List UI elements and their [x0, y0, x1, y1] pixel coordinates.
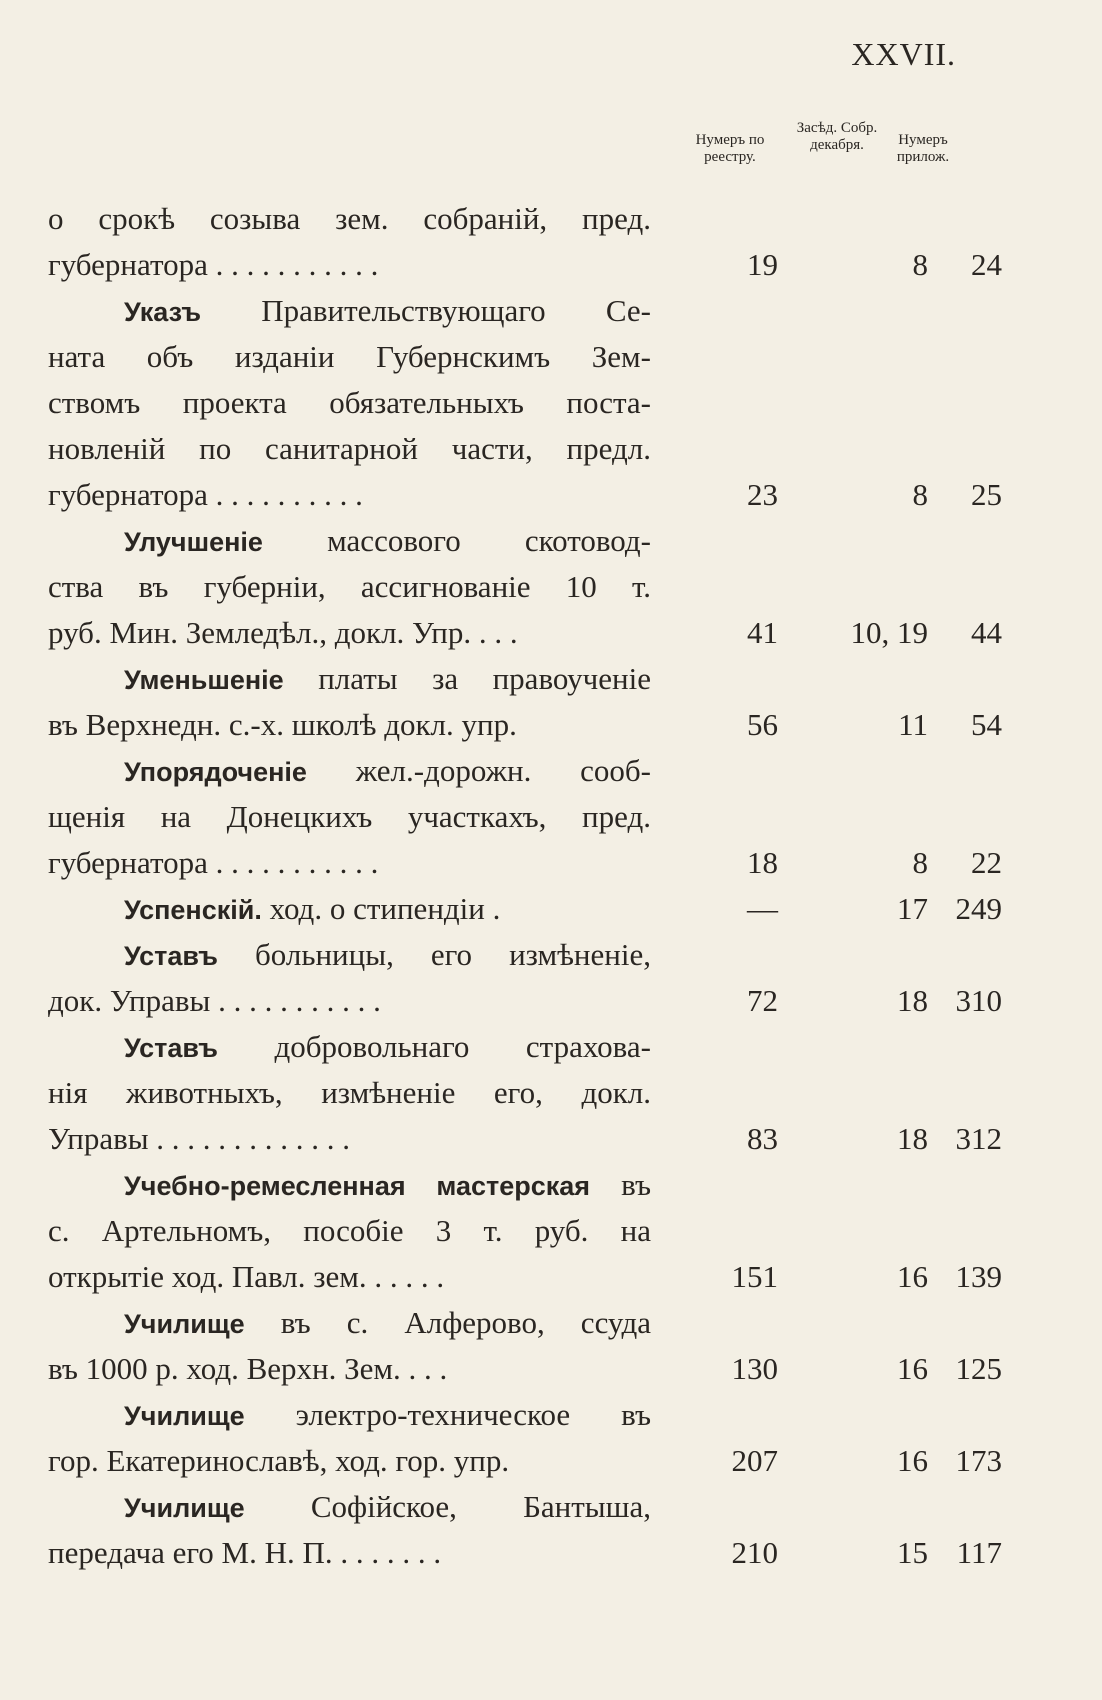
entry-body: руб. Мин. Земледѣл., докл. Упр. . . .: [48, 615, 518, 650]
entry-line: [48, 656, 968, 702]
entry-text: [48, 1208, 651, 1254]
entry-line: [48, 288, 968, 334]
entry-heading: Училище: [124, 1493, 245, 1523]
entry-body: въ Верхнедн. с.-х. школѣ докл. упр.: [48, 707, 517, 742]
session-number: 10, 19: [850, 615, 928, 650]
entry-text: [124, 886, 651, 933]
entry-body: массового скотовод-: [327, 523, 651, 558]
entry-text: [48, 242, 651, 288]
entry-line: [48, 840, 1002, 886]
entry-body: нія животныхъ, измѣненіе его, докл.: [48, 1075, 651, 1110]
index-entry: [48, 1162, 1002, 1300]
entry-text: [48, 1116, 651, 1162]
entry-line: [48, 1438, 1002, 1484]
entry-line: [48, 196, 968, 242]
entry-text: [48, 564, 651, 610]
entry-line: [48, 610, 1002, 656]
entry-body: электро-техническое въ: [295, 1397, 651, 1432]
entry-line: [48, 748, 968, 794]
entry-heading: Упорядоченіе: [124, 757, 307, 787]
index-entry: [48, 1484, 1002, 1576]
appendix-number: 173: [955, 1443, 1002, 1478]
entry-body: платы за правоученіе: [318, 661, 651, 696]
registry-column-header: Нумеръ по реестру.: [695, 132, 765, 165]
entry-text: [48, 472, 651, 518]
entry-body: док. Управы . . . . . . . . . . .: [48, 983, 381, 1018]
entry-body: новленій по санитарной части, предл.: [48, 431, 651, 466]
entry-body: Управы . . . . . . . . . . . . .: [48, 1121, 351, 1156]
appendix-number: 54: [971, 707, 1002, 742]
entry-line: [48, 1162, 968, 1208]
entry-text: [48, 334, 651, 380]
entry-heading: Училище: [124, 1401, 245, 1431]
session-number: 8: [912, 845, 928, 880]
appendix-number: 117: [956, 1535, 1002, 1570]
entry-text: [124, 748, 651, 795]
session-number: 15: [897, 1535, 928, 1570]
registry-number: 83: [747, 1121, 778, 1156]
entry-text: [124, 1300, 651, 1347]
appendix-number: 125: [955, 1351, 1002, 1386]
registry-number: 207: [731, 1443, 778, 1478]
entry-text: [124, 932, 651, 979]
entry-body: щенія на Донецкихъ участкахъ, пред.: [48, 799, 651, 834]
index-entry: [48, 886, 1002, 932]
index-entry: [48, 932, 1002, 1024]
entry-body: больницы, его измѣненіе,: [255, 937, 651, 972]
entry-text: [124, 1024, 651, 1071]
entry-line: [48, 518, 968, 564]
entry-body: ход. о стипендіи .: [269, 891, 501, 926]
entry-body: въ с. Алферово, ссуда: [280, 1305, 651, 1340]
entry-body: въ: [621, 1167, 651, 1202]
column-headers: [0, 120, 1102, 180]
index-entry: [48, 196, 1002, 288]
entry-body: Софійское, Бантыша,: [310, 1489, 651, 1524]
index-entries: [48, 196, 1002, 1576]
entry-body: гор. Екатеринославѣ, ход. гор. упр.: [48, 1443, 510, 1478]
registry-number: 18: [747, 845, 778, 880]
entry-line: [48, 1484, 968, 1530]
entry-line: [48, 794, 968, 840]
entry-heading: Училище: [124, 1309, 245, 1339]
entry-body: ства въ губерніи, ассигнованіе 10 т.: [48, 569, 651, 604]
entry-heading: Уставъ: [124, 1033, 218, 1063]
entry-text: [124, 1392, 651, 1439]
session-number: 17: [897, 891, 928, 926]
appendix-number: 25: [971, 477, 1002, 512]
entry-text: [124, 1484, 651, 1531]
index-entry: [48, 1392, 1002, 1484]
page-number: XXVII.: [851, 36, 956, 72]
entry-text: [48, 978, 651, 1024]
entry-line: [48, 702, 1002, 748]
entry-line: [48, 334, 968, 380]
entry-line: [48, 1024, 968, 1070]
appendix-number: 22: [971, 845, 1002, 880]
entry-line: [48, 1254, 1002, 1300]
session-number: 11: [898, 707, 928, 742]
session-column-header: Засѣд. Собр. декабря.: [796, 120, 878, 153]
registry-number: —: [747, 891, 778, 926]
index-entry: [48, 288, 1002, 518]
entry-heading: Уставъ: [124, 941, 218, 971]
appendix-number: 24: [971, 247, 1002, 282]
entry-text: [48, 1530, 651, 1576]
entry-body: добровольнаго страхова-: [274, 1029, 651, 1064]
index-entry: [48, 518, 1002, 656]
entry-body: въ 1000 р. ход. Верхн. Зем. . . .: [48, 1351, 448, 1386]
entry-text: [48, 794, 651, 840]
entry-text: [48, 380, 651, 426]
entry-heading: Учебно-ремесленная мастерская: [124, 1171, 591, 1201]
entry-body: ствомъ проекта обязательныхъ поста-: [48, 385, 651, 420]
entry-text: [124, 656, 651, 703]
entry-text: [48, 426, 651, 472]
entry-text: [48, 702, 651, 748]
entry-text: [48, 1346, 651, 1392]
entry-line: [48, 1300, 968, 1346]
session-number: 16: [897, 1443, 928, 1478]
entry-text: [48, 1438, 651, 1484]
index-entry: [48, 1300, 1002, 1392]
entry-text: [124, 1162, 651, 1209]
entry-body: о срокѣ созыва зем. собраній, пред.: [48, 201, 651, 236]
entry-line: [48, 242, 1002, 288]
entry-body: с. Артельномъ, пособіе 3 т. руб. на: [48, 1213, 651, 1248]
entry-text: [48, 840, 651, 886]
registry-number: 72: [747, 983, 778, 1018]
appendix-number: 310: [955, 983, 1002, 1018]
entry-text: [124, 288, 651, 335]
appendix-number: 44: [971, 615, 1002, 650]
session-number: 16: [897, 1259, 928, 1294]
entry-line: [48, 932, 968, 978]
entry-line: [48, 1392, 968, 1438]
entry-line: [48, 472, 1002, 518]
entry-heading: Уменьшеніе: [124, 665, 284, 695]
registry-number: 19: [747, 247, 778, 282]
entry-body: губернатора . . . . . . . . . . .: [48, 247, 379, 282]
entry-line: [48, 1346, 1002, 1392]
entry-heading: Указъ: [124, 297, 202, 327]
session-number: 16: [897, 1351, 928, 1386]
entry-body: жел.-дорожн. сооб-: [355, 753, 651, 788]
registry-number: 41: [747, 615, 778, 650]
session-number: 18: [897, 1121, 928, 1156]
session-number: 18: [897, 983, 928, 1018]
appendix-number: 249: [955, 891, 1002, 926]
entry-line: [48, 886, 1002, 932]
index-entry: [48, 748, 1002, 886]
entry-text: [124, 518, 651, 565]
entry-body: губернатора . . . . . . . . . . .: [48, 845, 379, 880]
entry-line: [48, 1070, 968, 1116]
entry-line: [48, 978, 1002, 1024]
session-number: 8: [912, 477, 928, 512]
appendix-number: 139: [955, 1259, 1002, 1294]
entry-line: [48, 426, 968, 472]
entry-line: [48, 1530, 1002, 1576]
index-entry: [48, 1024, 1002, 1162]
entry-text: [48, 1254, 651, 1300]
entry-line: [48, 564, 968, 610]
appendix-number: 312: [955, 1121, 1002, 1156]
entry-heading: Улучшеніе: [124, 527, 263, 557]
entry-body: губернатора . . . . . . . . . .: [48, 477, 363, 512]
index-entry: [48, 656, 1002, 748]
entry-text: [48, 1070, 651, 1116]
entry-line: [48, 1208, 968, 1254]
entry-body: передача его М. Н. П. . . . . . . .: [48, 1535, 442, 1570]
entry-line: [48, 380, 968, 426]
session-number: 8: [912, 247, 928, 282]
entry-text: [48, 196, 651, 242]
entry-text: [48, 610, 651, 656]
entry-body: открытіе ход. Павл. зем. . . . . .: [48, 1259, 445, 1294]
registry-number: 130: [731, 1351, 778, 1386]
entry-heading: Успенскій.: [124, 895, 262, 925]
appendix-column-header: Нумеръ прилож.: [896, 132, 950, 165]
registry-number: 151: [731, 1259, 778, 1294]
registry-number: 23: [747, 477, 778, 512]
registry-number: 210: [731, 1535, 778, 1570]
registry-number: 56: [747, 707, 778, 742]
entry-line: [48, 1116, 1002, 1162]
entry-body: Правительствующаго Се-: [261, 293, 651, 328]
entry-body: ната объ изданіи Губернскимъ Зем-: [48, 339, 651, 374]
